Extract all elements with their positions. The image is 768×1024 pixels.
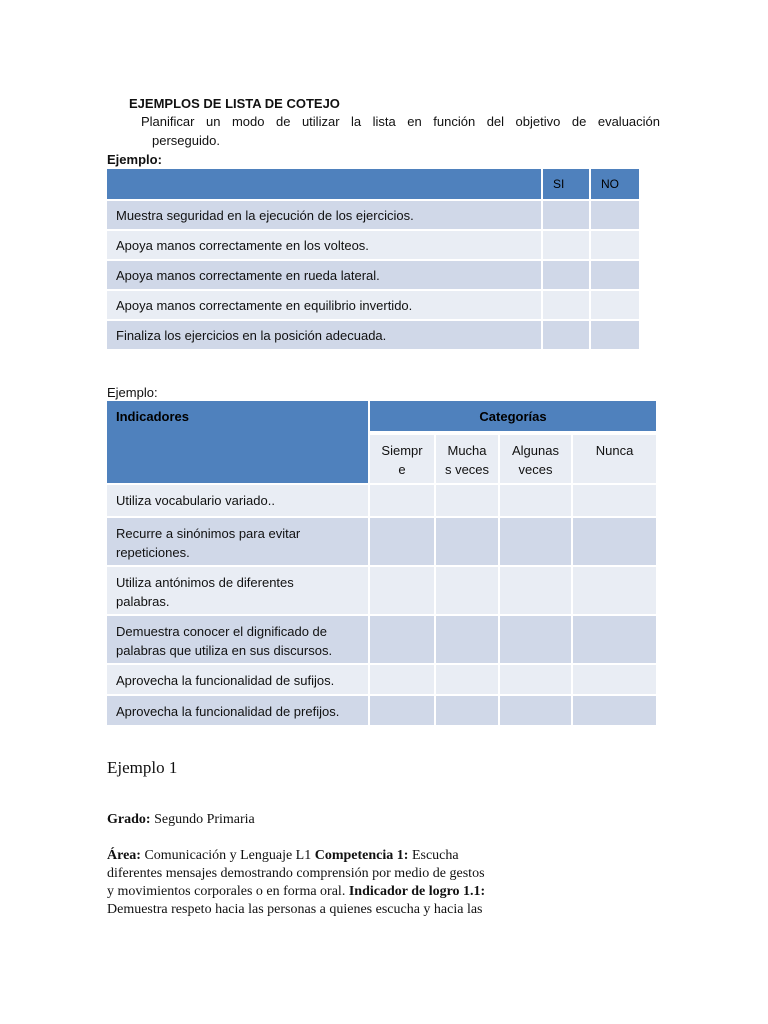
table2-cell bbox=[573, 567, 656, 616]
table2-row-label: Utiliza vocabulario variado.. bbox=[107, 485, 370, 518]
table2-header-categorias: Categorías bbox=[370, 401, 656, 433]
table1-cell-si bbox=[543, 231, 591, 261]
table2-cell bbox=[436, 616, 500, 665]
table2-cell bbox=[370, 567, 436, 616]
table1-cell-si bbox=[543, 201, 591, 231]
table1-row-label: Finaliza los ejercicios en la posición adecuada. bbox=[107, 321, 543, 351]
table2-header-indicadores: Indicadores bbox=[107, 401, 370, 485]
table2-cell bbox=[500, 567, 573, 616]
table2-cell bbox=[500, 696, 573, 727]
table1-cell-si bbox=[543, 261, 591, 291]
table2-cell bbox=[500, 518, 573, 567]
table1-row-label: Apoya manos correctamente en los volteos. bbox=[107, 231, 543, 261]
table2-header-algunas-veces: Algunas veces bbox=[500, 433, 573, 485]
document-heading: EJEMPLOS DE LISTA DE COTEJO bbox=[129, 96, 340, 111]
table2-cell bbox=[573, 518, 656, 567]
table1-cell-no bbox=[591, 321, 639, 351]
table1-cell-no bbox=[591, 231, 639, 261]
table1-header-blank bbox=[107, 169, 543, 201]
table1-cell-no bbox=[591, 201, 639, 231]
table2-cell bbox=[500, 665, 573, 696]
table2-header-siempre: Siempr e bbox=[370, 433, 436, 485]
table-row bbox=[107, 567, 656, 616]
grado-line: Grado: Segundo Primaria bbox=[107, 812, 255, 827]
table-row bbox=[107, 485, 656, 518]
table2-row-label: Aprovecha la funcionalidad de sufijos. bbox=[107, 665, 370, 696]
table2-cell bbox=[370, 616, 436, 665]
table1-header-row bbox=[107, 169, 639, 201]
table1-header-si: SI bbox=[543, 169, 591, 201]
area-paragraph: Área: Comunicación y Lenguaje L1 Competencia 1: Escucha diferentes mensajes demostrando comprensión por medio de gestos y movimientos corporales o en forma oral. Indicador de logro 1.1: Demuestra respeto hacia las personas a quienes escucha y hacia las bbox=[107, 848, 486, 917]
table-row bbox=[107, 696, 656, 727]
table2-cell bbox=[500, 485, 573, 518]
intro-line-2: perseguido. bbox=[152, 133, 220, 148]
table2-cell bbox=[370, 696, 436, 727]
table-row bbox=[107, 518, 656, 567]
table2-cell bbox=[436, 567, 500, 616]
table1-row-label: Apoya manos correctamente en rueda lateral. bbox=[107, 261, 543, 291]
table1-cell-si bbox=[543, 291, 591, 321]
intro-line-1: Planificar un modo de utilizar la lista en función del objetivo de evaluación bbox=[141, 114, 660, 129]
example-label-1: Ejemplo: bbox=[107, 152, 162, 167]
table2-row-label: Aprovecha la funcionalidad de prefijos. bbox=[107, 696, 370, 727]
table2-cell bbox=[370, 485, 436, 518]
table1-cell-no bbox=[591, 291, 639, 321]
table-row bbox=[107, 231, 639, 261]
ejemplo-1-title: Ejemplo 1 bbox=[107, 758, 178, 777]
checklist-table-2 bbox=[107, 401, 656, 727]
table-row bbox=[107, 261, 639, 291]
table-row bbox=[107, 665, 656, 696]
table2-cell bbox=[573, 485, 656, 518]
table2-header-nunca: Nunca bbox=[573, 433, 656, 485]
table2-cell bbox=[436, 665, 500, 696]
table2-cell bbox=[573, 665, 656, 696]
table2-cell bbox=[370, 665, 436, 696]
table2-header-muchas-veces: Mucha s veces bbox=[436, 433, 500, 485]
table2-cell bbox=[573, 696, 656, 727]
table2-cell bbox=[500, 616, 573, 665]
table1-cell-no bbox=[591, 261, 639, 291]
checklist-table-1 bbox=[107, 169, 639, 351]
table2-row-label: Utiliza antónimos de diferentes palabras. bbox=[107, 567, 370, 616]
table2-cell bbox=[370, 518, 436, 567]
table-row bbox=[107, 616, 656, 665]
table1-row-label: Muestra seguridad en la ejecución de los ejercicios. bbox=[107, 201, 543, 231]
table2-cell bbox=[436, 696, 500, 727]
table1-header-no: NO bbox=[591, 169, 639, 201]
table2-row-label: Recurre a sinónimos para evitar repeticiones. bbox=[107, 518, 370, 567]
table2-cell bbox=[436, 518, 500, 567]
table2-row-label: Demuestra conocer el dignificado de palabras que utiliza en sus discursos. bbox=[107, 616, 370, 665]
table2-cell bbox=[573, 616, 656, 665]
table2-cell bbox=[436, 485, 500, 518]
table1-cell-si bbox=[543, 321, 591, 351]
table1-row-label: Apoya manos correctamente en equilibrio invertido. bbox=[107, 291, 543, 321]
table-row bbox=[107, 201, 639, 231]
example-label-2: Ejemplo: bbox=[107, 385, 158, 400]
table-row bbox=[107, 321, 639, 351]
table-row bbox=[107, 291, 639, 321]
